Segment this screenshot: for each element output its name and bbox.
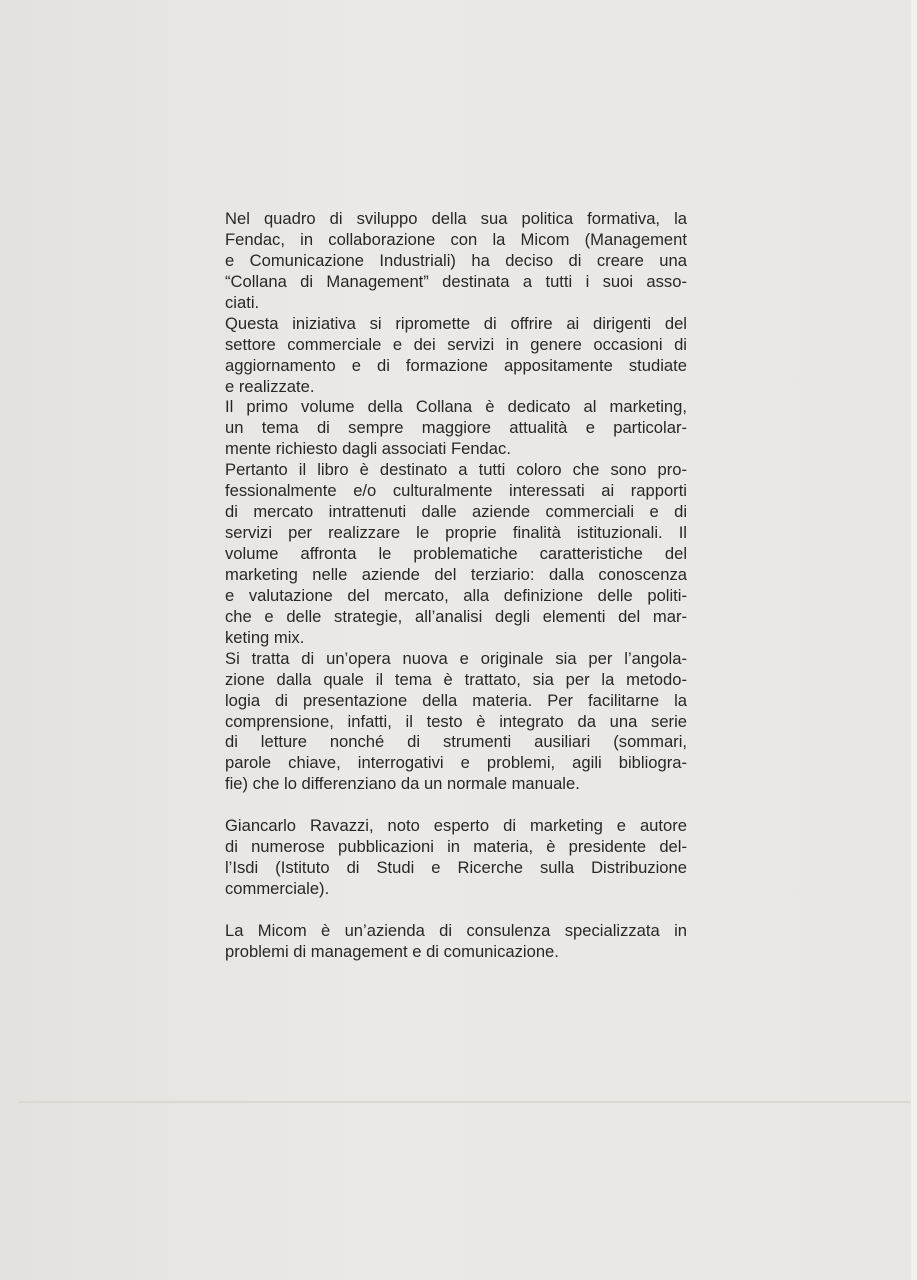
text-line: commerciale). [225,879,330,898]
text-line: che e delle strategie, all’analisi degli elementi del mar- [225,606,687,626]
text-line: “Collana di Management” destinata a tutti i suoi asso- [225,271,687,291]
text-line: Fendac, in collaborazione con la Micom (Management [225,229,687,249]
text-line: e realizzate. [225,376,315,396]
text-line: ciati. [225,292,260,312]
text-line: keting mix. [225,627,305,647]
text-line: mente richiesto dagli associati Fendac. [225,439,511,459]
text-line: Giancarlo Ravazzi, noto esperto di marketing e autore [225,816,687,836]
blurb-text [225,209,687,963]
text-line: di mercato intrattenuti dalle aziende commerciali e di [225,502,687,522]
text-line: comprensione, infatti, il testo è integrato da una serie [225,711,687,731]
text-line: fie) che lo differenziano da un normale manuale. [225,774,580,794]
text-line: parole chiave, interrogativi e problemi, agili bibliogra- [225,753,687,773]
text-line: l’Isdi (Istituto di Studi e Ricerche sulla Distribuzione [225,858,687,878]
text-line: marketing nelle aziende del terziario: dalla conoscenza [225,564,687,584]
paragraph [225,209,687,314]
paragraph-gap [225,795,687,816]
paragraph [225,649,687,796]
text-line: settore commerciale e dei servizi in genere occasioni di [225,334,687,354]
text-line: logia di presentazione della materia. Per facilitarne la [225,690,687,710]
text-line: e Comunicazione Industriali) ha deciso di creare una [225,250,687,270]
text-line: di letture nonché di strumenti ausiliari (sommari, [225,732,687,752]
paragraph [225,460,687,648]
text-line: Si tratta di un’opera nuova e originale sia per l’angola- [225,648,687,668]
text-line: aggiornamento e di formazione appositamente studiate [225,355,687,375]
paragraph [225,314,687,398]
text-line: zione dalla quale il tema è trattato, sia per la metodo- [225,669,687,689]
text-line: problemi di management e di comunicazione. [225,941,559,961]
text-line: fessionalmente e/o culturalmente interessati ai rapporti [225,481,687,501]
cover-fold-line [18,1101,917,1103]
cover-edge [911,0,917,1280]
text-line: Nel quadro di sviluppo della sua politica formativa, la [225,209,687,228]
text-line: Il primo volume della Collana è dedicato al marketing, [225,397,687,417]
text-line: di numerose pubblicazioni in materia, è presidente del- [225,837,687,857]
author-note [225,816,687,900]
text-line: e valutazione del mercato, alla definizione delle politi- [225,585,687,605]
text-line: La Micom è un’azienda di consulenza specializzata in [225,920,687,940]
text-line: un tema di sempre maggiore attualità e particolar- [225,418,687,438]
paragraph-gap [225,900,687,921]
text-line: volume affronta le problematiche caratteristiche del [225,544,687,563]
publisher-note [225,921,687,963]
text-line: servizi per realizzare le proprie finalità istituzionali. Il [225,523,687,543]
text-line: Questa iniziativa si ripromette di offrire ai dirigenti del [225,313,687,333]
paragraph [225,397,687,460]
text-line: Pertanto il libro è destinato a tutti coloro che sono pro- [225,460,687,480]
